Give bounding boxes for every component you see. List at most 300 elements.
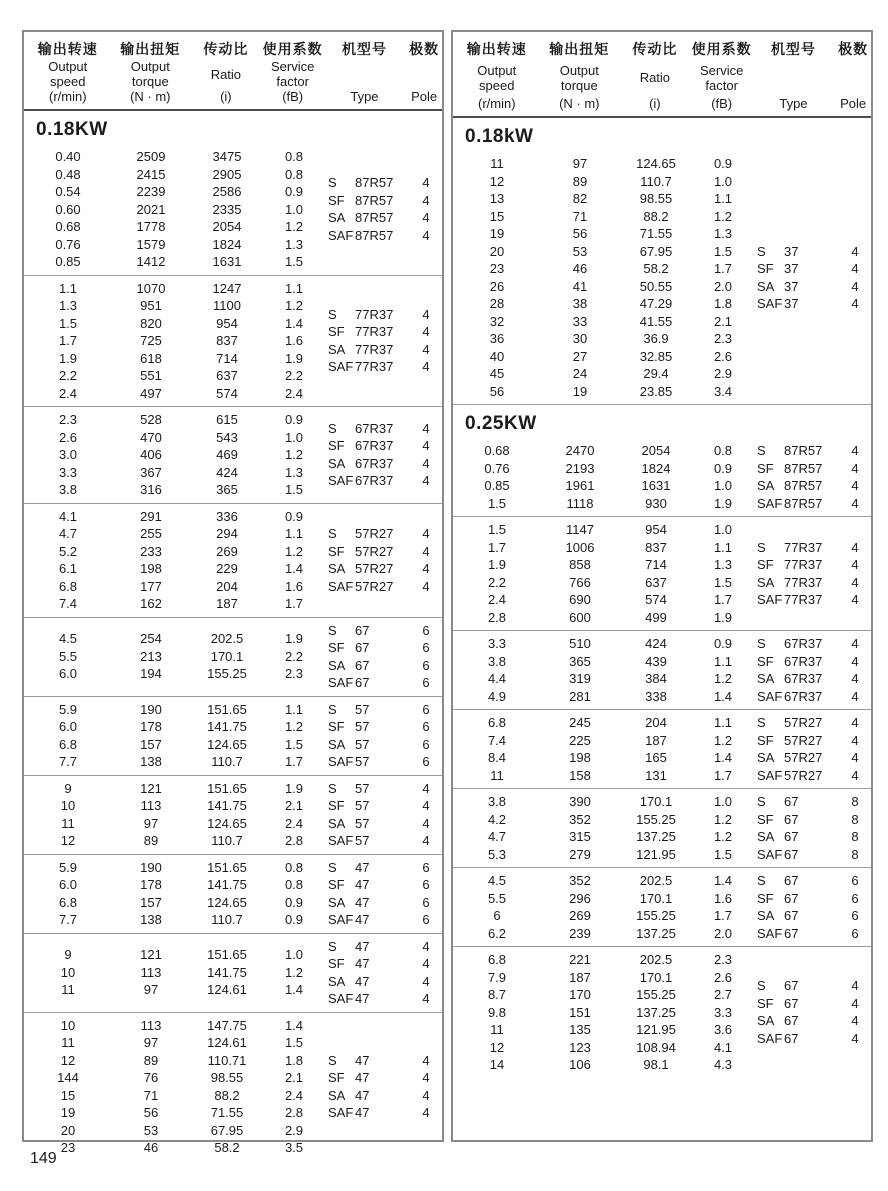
- type-model: 77R37: [784, 557, 823, 572]
- type-name: [324, 859, 408, 877]
- cell-output-speed: 4.5: [487, 873, 507, 888]
- cell-output-torque: 1412: [136, 254, 166, 269]
- spec-block: [453, 517, 871, 631]
- cell-service-factor: 1.4: [284, 982, 304, 998]
- pole-value: 8: [851, 846, 859, 862]
- cell-output-speed: 8.4: [487, 750, 507, 765]
- type-model: 87R57: [784, 443, 823, 458]
- header-en-speed: Output speed: [477, 62, 517, 93]
- type-model: 47: [355, 912, 370, 927]
- cell-service-factor: 1.4: [713, 688, 733, 704]
- cell-output-speed: 0.68: [484, 443, 510, 458]
- cell-service-factor: 1.1: [713, 539, 733, 555]
- type-model: 57: [355, 701, 370, 717]
- spec-block: [453, 438, 871, 517]
- cell-service-factor: 1.5: [284, 1035, 304, 1050]
- type-row: [753, 907, 873, 925]
- cell-output-speed: 7.4: [58, 596, 78, 611]
- type-row: [324, 420, 444, 438]
- cell-output-speed: 7.4: [487, 732, 507, 748]
- cell-service-factor: 1.2: [284, 298, 304, 313]
- type-row: [753, 977, 873, 995]
- type-model: 57: [355, 815, 370, 831]
- type-model: 87R57: [355, 227, 394, 243]
- pole-value: 4: [422, 1087, 430, 1103]
- cell-ratio: 1824: [641, 460, 671, 476]
- cell-service-factor: 1.9: [284, 631, 304, 647]
- cell-service-factor: 2.3: [713, 952, 733, 967]
- cell-service-factor: 2.9: [284, 1122, 304, 1138]
- cell-output-speed: 7.7: [58, 912, 78, 927]
- cell-service-factor: 1.1: [713, 715, 733, 730]
- type-model: 67R37: [355, 420, 394, 436]
- type-model: 37: [784, 278, 799, 294]
- cell-ratio: 2586: [212, 184, 242, 199]
- cell-output-speed: 6.0: [58, 719, 78, 734]
- cell-output-speed: 4.5: [58, 631, 78, 647]
- type-name: [753, 767, 837, 785]
- cell-ratio: 954: [645, 522, 667, 537]
- cell-ratio: 714: [645, 557, 667, 572]
- cell-ratio: 155.25: [636, 987, 676, 1002]
- cell-service-factor: 2.1: [284, 1070, 304, 1085]
- pole-value: 4: [422, 780, 430, 796]
- cell-ratio: 384: [645, 671, 667, 686]
- type-prefix: S: [328, 526, 337, 541]
- pole-value: 4: [422, 438, 430, 454]
- cell-output-torque: 33: [572, 313, 588, 329]
- cell-ratio: 574: [645, 592, 667, 607]
- header-cn-factor: 使用系数: [262, 41, 323, 57]
- type-model: 67: [784, 1030, 799, 1046]
- spec-row: [24, 876, 324, 894]
- type-name: [324, 525, 408, 543]
- type-row: [753, 714, 873, 732]
- pole-value: 4: [851, 636, 859, 651]
- type-model: 47: [355, 1052, 370, 1068]
- spec-row: [453, 767, 753, 785]
- cell-output-speed: 1.1: [58, 280, 78, 296]
- type-model: 77R37: [355, 324, 394, 340]
- cell-output-torque: 97: [572, 156, 588, 171]
- cell-output-torque: 177: [140, 578, 162, 594]
- type-name: [324, 560, 408, 578]
- cell-output-speed: 26: [489, 278, 505, 294]
- cell-output-torque: 352: [569, 811, 591, 827]
- type-model: 67R37: [355, 473, 394, 489]
- cell-ratio: 170.1: [639, 794, 673, 809]
- spec-row: [453, 828, 753, 846]
- cell-output-speed: 1.5: [487, 522, 507, 537]
- spec-row: [453, 951, 753, 969]
- pole-value: 4: [422, 938, 430, 954]
- pole-value: 6: [851, 908, 859, 923]
- type-row: [753, 295, 873, 313]
- type-prefix: S: [328, 1052, 337, 1068]
- type-prefix: S: [328, 859, 337, 875]
- type-prefix: SA: [328, 894, 346, 910]
- cell-service-factor: 4.3: [713, 1057, 733, 1072]
- cell-output-torque: 178: [140, 719, 162, 734]
- type-model: 57: [355, 798, 370, 813]
- col-header-type: [323, 39, 407, 104]
- cell-output-torque: 194: [140, 666, 162, 682]
- type-prefix: SA: [328, 341, 346, 357]
- spec-row: [453, 925, 753, 943]
- type-row: [324, 437, 444, 455]
- type-name: [324, 192, 408, 210]
- type-name: [324, 420, 408, 438]
- cell-ratio: 269: [216, 543, 238, 559]
- cell-output-torque: 858: [569, 557, 591, 572]
- cell-output-torque: 158: [569, 767, 591, 783]
- cell-service-factor: 2.3: [284, 666, 304, 682]
- cell-output-speed: 15: [60, 1087, 76, 1103]
- type-model: 77R37: [784, 592, 823, 607]
- cell-output-torque: 315: [569, 829, 591, 844]
- cell-output-speed: 7.9: [487, 969, 507, 985]
- type-name: [324, 578, 408, 596]
- pole-value: 6: [422, 675, 430, 690]
- cell-output-speed: 19: [60, 1105, 76, 1120]
- type-prefix: S: [757, 794, 766, 809]
- pole-value: 4: [422, 341, 430, 357]
- type-name: [324, 736, 408, 754]
- cell-ratio: 202.5: [210, 631, 244, 647]
- spec-block: [24, 618, 442, 697]
- cell-ratio: 439: [645, 653, 667, 669]
- pole-value: 6: [422, 859, 430, 875]
- cell-service-factor: 1.9: [284, 350, 304, 366]
- col-header-output-speed: [453, 39, 541, 111]
- cell-output-speed: 40: [489, 348, 505, 364]
- cell-output-speed: 12: [60, 1052, 76, 1068]
- cell-service-factor: 1.6: [284, 578, 304, 594]
- cell-output-torque: 1778: [136, 219, 166, 234]
- type-model: 87R57: [355, 210, 394, 226]
- type-prefix: SA: [757, 908, 775, 923]
- type-row: [324, 192, 444, 210]
- pole-value: 4: [851, 995, 859, 1011]
- cell-output-torque: 113: [140, 798, 162, 813]
- spec-row: [24, 894, 324, 912]
- cell-ratio: 1824: [212, 236, 242, 252]
- cell-ratio: 124.65: [636, 156, 676, 171]
- pole-value: 4: [422, 455, 430, 471]
- cell-service-factor: 1.4: [284, 315, 304, 331]
- type-name: [324, 437, 408, 455]
- cell-output-torque: 352: [569, 873, 591, 888]
- type-row: [324, 1069, 444, 1087]
- type-row: [324, 736, 444, 754]
- cell-output-speed: 12: [489, 173, 505, 189]
- cell-output-torque: 316: [140, 482, 162, 497]
- type-name: [753, 556, 837, 574]
- cell-output-speed: 11: [490, 767, 504, 783]
- type-prefix: SA: [757, 829, 775, 844]
- cell-output-speed: 10: [60, 1017, 76, 1033]
- header-en-type: Type: [779, 96, 808, 111]
- spec-table-left: [22, 30, 444, 1155]
- type-prefix: SAF: [328, 754, 354, 769]
- pole-value: 6: [851, 925, 859, 941]
- cell-service-factor: 3.5: [284, 1140, 304, 1155]
- cell-output-torque: 1006: [565, 539, 595, 555]
- cell-output-torque: 1118: [566, 495, 594, 511]
- cell-output-speed: 6.8: [58, 736, 78, 752]
- cell-output-speed: 5.5: [487, 890, 507, 906]
- type-row: [324, 174, 444, 192]
- cell-service-factor: 1.9: [284, 780, 304, 796]
- cell-output-speed: 4.9: [487, 688, 507, 704]
- type-prefix: SF: [757, 261, 774, 276]
- type-row: [324, 832, 444, 850]
- cell-service-factor: 1.4: [284, 561, 304, 576]
- type-col: [753, 442, 873, 512]
- pole-value: 6: [851, 890, 859, 906]
- type-name: [753, 749, 837, 767]
- pole-value: 4: [851, 978, 859, 994]
- spec-row: [453, 793, 753, 811]
- cell-output-speed: 1.7: [487, 539, 507, 555]
- type-row: [324, 472, 444, 490]
- cell-output-speed: 28: [489, 296, 505, 311]
- cell-output-speed: 6.8: [58, 894, 78, 910]
- spec-row: [24, 201, 324, 219]
- type-name: [324, 227, 408, 245]
- type-model: 57: [355, 736, 370, 752]
- rows: [453, 442, 753, 512]
- spec-row: [453, 574, 753, 592]
- spec-block: [24, 855, 442, 934]
- cell-output-torque: 157: [140, 894, 162, 910]
- cell-output-torque: 190: [140, 701, 162, 717]
- cell-output-torque: 97: [143, 982, 159, 998]
- spec-row: [24, 964, 324, 982]
- header-en-pole: Pole: [411, 89, 438, 104]
- type-row: [324, 341, 444, 359]
- type-prefix: SF: [328, 877, 345, 892]
- type-model: 37: [784, 261, 799, 276]
- type-row: [753, 872, 873, 890]
- cell-ratio: 170.1: [639, 969, 673, 985]
- spec-row: [453, 208, 753, 226]
- cell-service-factor: 2.8: [284, 833, 304, 848]
- type-row: [324, 657, 444, 675]
- type-model: 47: [355, 991, 370, 1006]
- type-prefix: SAF: [328, 359, 354, 375]
- cell-service-factor: 2.9: [713, 366, 733, 381]
- spec-row: [453, 688, 753, 706]
- type-model: 67: [784, 890, 799, 906]
- header-en-type: Type: [350, 89, 379, 104]
- cell-ratio: 202.5: [639, 952, 673, 967]
- cell-output-speed: 4.2: [487, 811, 507, 827]
- cell-service-factor: 2.0: [713, 925, 733, 941]
- cell-output-torque: 255: [140, 526, 162, 541]
- cell-output-torque: 106: [569, 1057, 591, 1072]
- cell-ratio: 1247: [212, 280, 242, 296]
- cell-output-speed: 4.4: [487, 671, 507, 686]
- header-unit-factor: (fB): [711, 96, 733, 111]
- type-name: [324, 622, 408, 640]
- pole-value: 4: [851, 653, 859, 669]
- cell-output-speed: 3.0: [58, 447, 78, 462]
- spec-row: [453, 872, 753, 890]
- type-row: [753, 688, 873, 706]
- type-name: [753, 539, 837, 557]
- spec-row: [453, 243, 753, 261]
- type-name: [753, 495, 837, 513]
- cell-ratio: 151.65: [207, 859, 247, 875]
- header-en-ratio: Ratio: [210, 66, 242, 82]
- header-en-torque: Output torque: [130, 59, 170, 89]
- cell-ratio: 110.7: [211, 912, 243, 927]
- table-body-right: [453, 118, 871, 1078]
- type-name: [753, 793, 837, 811]
- type-name: [324, 323, 408, 341]
- type-model: 67: [784, 978, 799, 994]
- cell-output-torque: 27: [572, 348, 588, 364]
- type-row: [753, 591, 873, 609]
- table-header-right: [453, 32, 871, 118]
- type-row: [324, 639, 444, 657]
- cell-output-torque: 41: [572, 278, 588, 294]
- spec-row: [24, 859, 324, 877]
- type-model: 77R37: [784, 539, 823, 555]
- pole-value: 4: [422, 833, 430, 848]
- type-row: [753, 828, 873, 846]
- type-model: 67: [784, 794, 799, 809]
- type-model: 67R37: [784, 653, 823, 669]
- cell-service-factor: 1.2: [284, 219, 304, 234]
- cell-ratio: 110.7: [211, 833, 243, 848]
- spec-row: [453, 278, 753, 296]
- cell-output-speed: 2.8: [487, 609, 507, 625]
- cell-output-speed: 0.76: [55, 236, 81, 252]
- cell-output-torque: 618: [140, 350, 162, 366]
- pole-value: 6: [422, 657, 430, 673]
- cell-service-factor: 0.8: [713, 443, 733, 458]
- type-name: [753, 890, 837, 908]
- col-header-service-factor: [263, 39, 323, 104]
- cell-output-speed: 4.1: [58, 508, 78, 524]
- type-prefix: SF: [757, 890, 774, 906]
- cell-output-torque: 76: [143, 1070, 159, 1085]
- pole-value: 6: [422, 894, 430, 910]
- cell-service-factor: 1.4: [713, 873, 733, 888]
- type-name: [753, 1030, 837, 1048]
- cell-output-speed: 3.8: [487, 794, 507, 809]
- spec-row: [24, 218, 324, 236]
- cell-output-torque: 600: [569, 609, 591, 625]
- type-model: 37: [784, 296, 799, 311]
- header-unit-ratio: (i): [220, 89, 232, 104]
- cell-ratio: 147.75: [207, 1017, 247, 1033]
- type-row: [324, 227, 444, 245]
- type-prefix: SF: [328, 192, 345, 208]
- type-model: 67: [784, 829, 799, 844]
- type-model: 67R37: [784, 688, 823, 704]
- pole-value: 4: [851, 574, 859, 590]
- spec-row: [24, 815, 324, 833]
- rows: [24, 280, 324, 403]
- spec-block: [453, 947, 871, 1078]
- type-prefix: SAF: [757, 925, 783, 941]
- col-header-service-factor: [692, 39, 752, 111]
- type-model: 57R27: [355, 526, 394, 541]
- cell-output-torque: 367: [140, 464, 162, 480]
- cell-ratio: 23.85: [639, 383, 673, 399]
- type-name: [324, 780, 408, 798]
- type-prefix: S: [328, 780, 337, 796]
- type-row: [324, 1104, 444, 1122]
- type-row: [753, 767, 873, 785]
- type-model: 47: [355, 877, 370, 892]
- cell-output-torque: 178: [140, 877, 162, 892]
- spec-row: [24, 1087, 324, 1105]
- cell-service-factor: 2.4: [284, 1087, 304, 1103]
- cell-output-torque: 2021: [136, 201, 166, 217]
- type-prefix: SAF: [757, 767, 783, 783]
- cell-service-factor: 0.8: [284, 149, 304, 164]
- type-row: [324, 990, 444, 1008]
- type-model: 67R37: [355, 438, 394, 454]
- cell-output-speed: 11: [490, 1022, 504, 1037]
- cell-output-torque: 269: [569, 908, 591, 923]
- type-model: 57R27: [355, 561, 394, 576]
- cell-ratio: 50.55: [639, 278, 673, 294]
- cell-service-factor: 1.0: [284, 429, 304, 445]
- cell-output-speed: 15: [489, 208, 505, 224]
- cell-output-torque: 1961: [565, 478, 595, 493]
- cell-output-torque: 1147: [566, 522, 594, 537]
- spec-row: [24, 981, 324, 999]
- cell-ratio: 499: [645, 609, 667, 625]
- type-prefix: SF: [757, 732, 774, 748]
- cell-ratio: 2054: [212, 219, 242, 234]
- cell-ratio: 141.75: [207, 798, 247, 813]
- type-model: 67: [784, 811, 799, 827]
- type-row: [324, 955, 444, 973]
- cell-output-speed: 0.40: [55, 149, 81, 164]
- type-row: [753, 846, 873, 864]
- cell-output-speed: 19: [489, 226, 505, 241]
- type-model: 67: [784, 925, 799, 941]
- cell-ratio: 47.29: [639, 296, 673, 311]
- spec-row: [24, 236, 324, 254]
- cell-output-torque: 56: [572, 226, 588, 241]
- type-row: [753, 260, 873, 278]
- cell-output-speed: 1.7: [58, 333, 78, 348]
- pole-value: 4: [422, 973, 430, 989]
- cell-service-factor: 1.5: [713, 574, 733, 590]
- type-model: 37: [784, 243, 799, 259]
- cell-output-speed: 5.9: [58, 859, 78, 875]
- cell-output-speed: 2.3: [58, 412, 78, 427]
- type-name: [753, 872, 837, 890]
- cell-service-factor: 0.9: [284, 412, 304, 427]
- cell-ratio: 124.65: [207, 894, 247, 910]
- spec-row: [453, 365, 753, 383]
- type-name: [753, 460, 837, 478]
- cell-output-torque: 157: [140, 736, 162, 752]
- col-header-output-torque: [112, 39, 190, 104]
- cell-ratio: 155.25: [207, 666, 247, 682]
- cell-output-speed: 1.5: [487, 495, 507, 511]
- type-prefix: S: [757, 715, 766, 730]
- cell-service-factor: 1.7: [284, 754, 304, 769]
